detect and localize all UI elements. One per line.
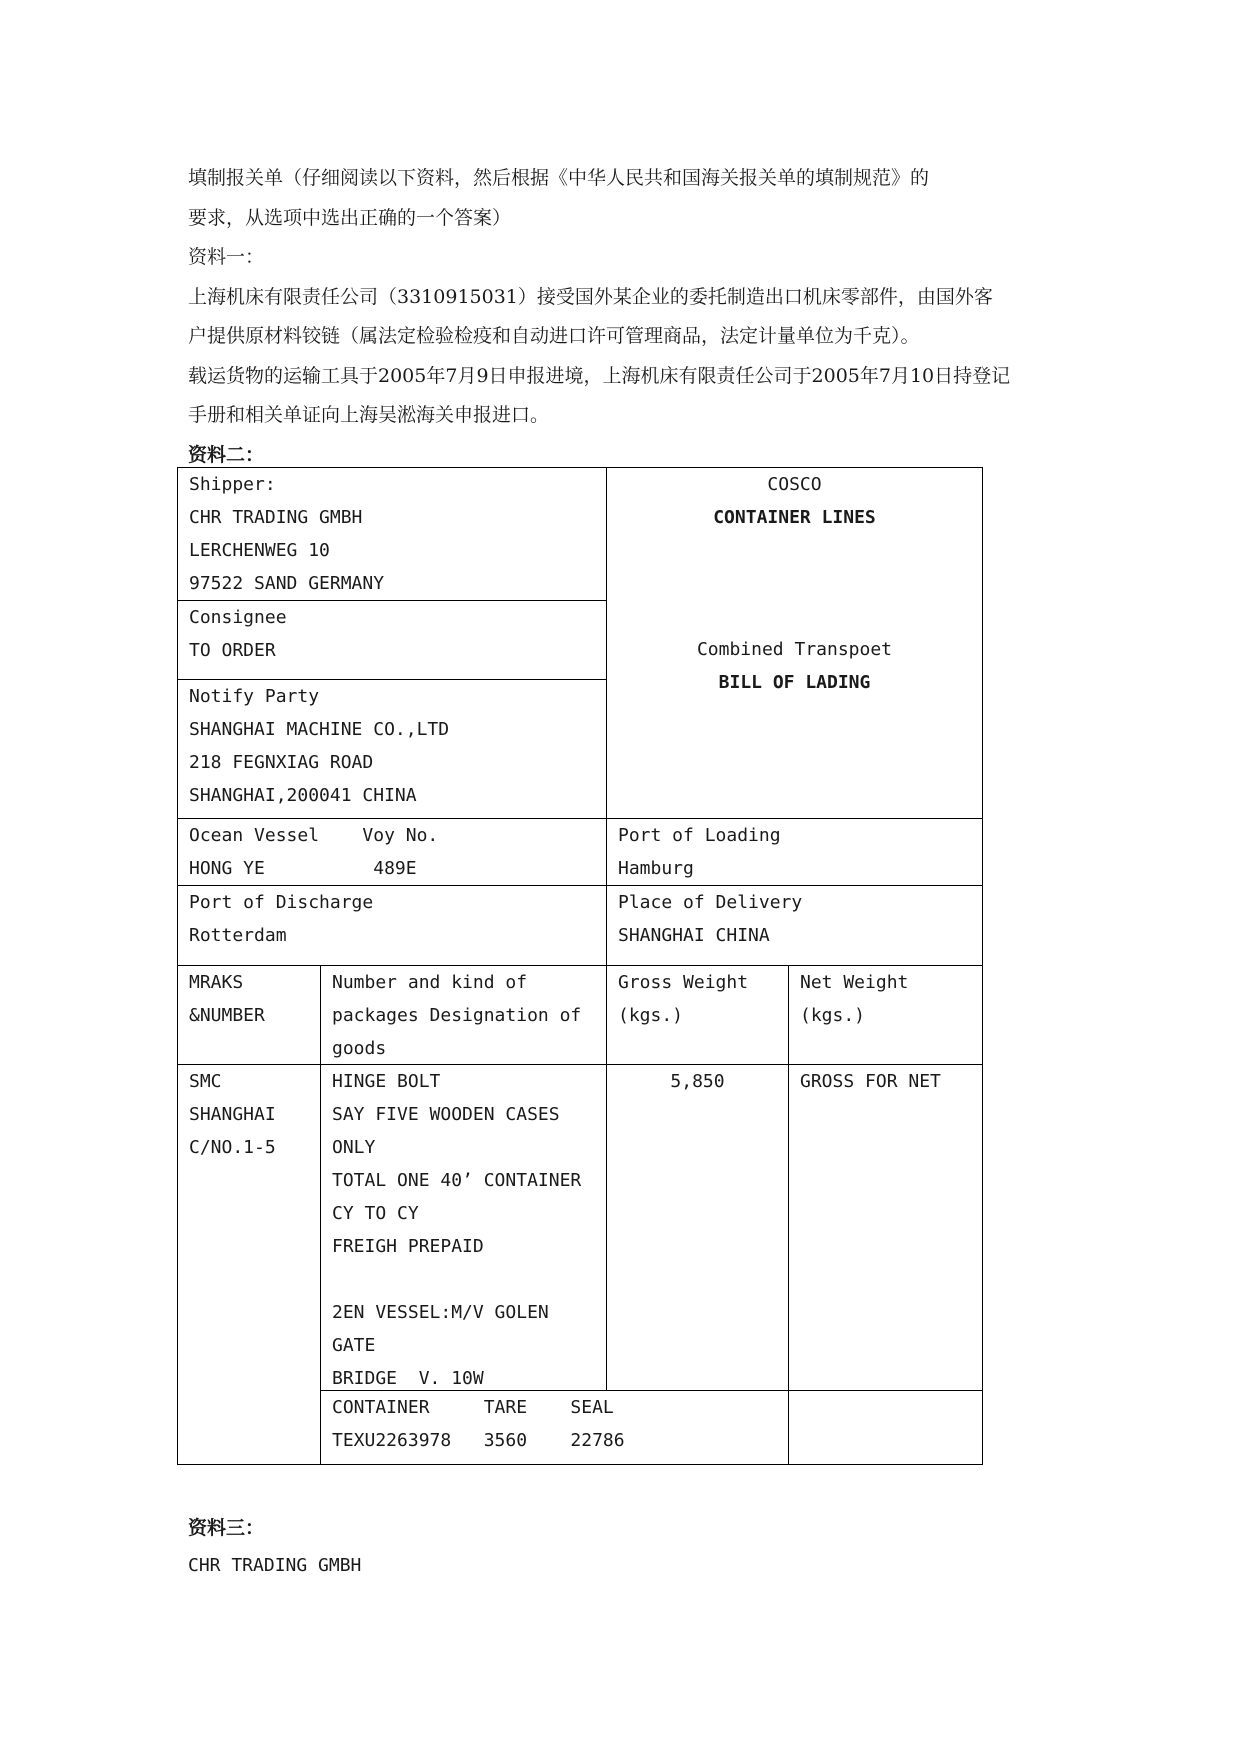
intro-line: 手册和相关单证向上海吴淞海关申报进口。	[188, 404, 550, 426]
net-weight-value: GROSS FOR NET	[800, 1071, 941, 1092]
intro-line: 载运货物的运输工具于2005年7月9日申报进境，上海机床有限责任公司于2005年7月10日持登记	[188, 364, 1011, 387]
document-type: Combined Transpoet	[696, 639, 893, 660]
section-3-line: CHR TRADING GMBH	[188, 1555, 362, 1576]
shipper-block: Shipper: CHR TRADING GMBH LERCHENWEG 10 97522 SAND GERMANY	[189, 474, 385, 594]
carrier-name: COSCO	[767, 474, 822, 495]
packages-header: Number and kind of packages Designation of goods	[332, 972, 582, 1059]
intro-line: 资料一：	[188, 246, 265, 268]
section-3-title: 资料三：	[188, 1517, 265, 1539]
notify-party-block: Notify Party SHANGHAI MACHINE CO.,LTD 218 FEGNXIAG ROAD SHANGHAI,200041 CHINA	[189, 686, 450, 806]
document-title: BILL OF LADING	[718, 672, 871, 693]
section-2-title: 资料二：	[188, 443, 265, 466]
port-of-loading-cell: Port of Loading Hamburg	[618, 825, 781, 879]
goods-description: HINGE BOLT SAY FIVE WOODEN CASES ONLY TOTAL ONE 40’ CONTAINER CY TO CY FREIGH PREPAID 2EN VESSEL:M/V GOLEN GATE BRIDGE V. 10W	[332, 1071, 582, 1389]
net-weight-header: Net Weight (kgs.)	[800, 972, 909, 1026]
container-info: CONTAINER TARE SEAL TEXU2263978 3560 22786	[332, 1397, 625, 1451]
gross-weight-header: Gross Weight (kgs.)	[618, 972, 749, 1026]
port-of-discharge-cell: Port of Discharge Rotterdam	[189, 892, 374, 946]
bill-of-lading-table	[177, 467, 983, 1465]
marks-header: MRAKS &NUMBER	[189, 972, 265, 1026]
intro-line: 户提供原材料铰链（属法定检验检疫和自动进口许可管理商品，法定计量单位为千克）。	[188, 325, 920, 347]
intro-text	[188, 159, 1068, 475]
gross-weight-value: 5,850	[670, 1071, 725, 1092]
ocean-vessel-cell: Ocean Vessel Voy No. HONG YE 489E	[189, 825, 439, 879]
carrier-subtitle: CONTAINER LINES	[713, 507, 876, 528]
intro-line: 要求，从选项中选出正确的一个答案）	[188, 206, 512, 229]
place-of-delivery-cell: Place of Delivery SHANGHAI CHINA	[618, 892, 803, 946]
consignee-block: Consignee TO ORDER	[189, 607, 287, 661]
intro-line: 填制报关单（仔细阅读以下资料，然后根据《中华人民共和国海关报关单的填制规范》的	[188, 167, 930, 189]
intro-line: 上海机床有限责任公司（3310915031）接受国外某企业的委托制造出口机床零部件，由国外客	[188, 285, 993, 308]
marks-value: SMC SHANGHAI C/NO.1-5	[189, 1071, 276, 1158]
